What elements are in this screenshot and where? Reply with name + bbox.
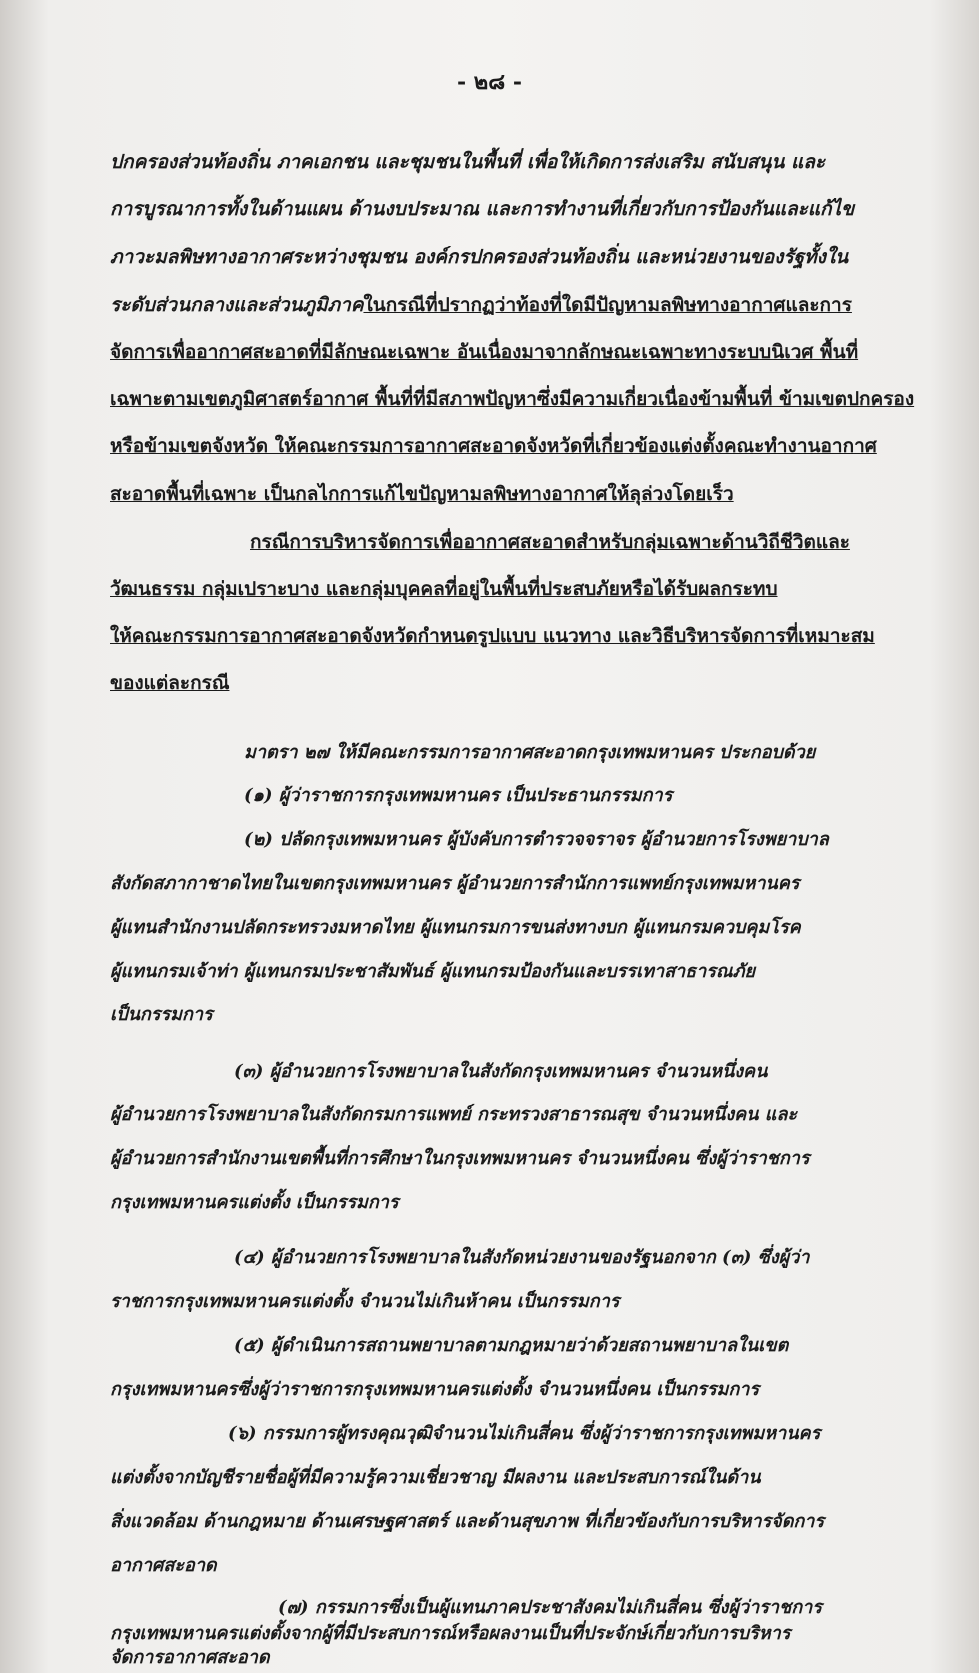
- section-item-1: (๑) ผู้ว่าราชการกรุงเทพมหานคร เป็นประธานกรรมการ: [244, 785, 673, 806]
- group-line-1: กรณีการบริหารจัดการเพื่ออากาศสะอาดสำหรับกลุ่มเฉพาะด้านวิถีชีวิตและ: [250, 531, 850, 553]
- section-item-2-line-1: (๒) ปลัดกรุงเทพมหานคร ผู้บังคับการตำรวจจราจร ผู้อำนวยการโรงพยาบาล: [244, 829, 829, 850]
- section-item-4-line-2: ราชการกรุงเทพมหานครแต่งตั้ง จำนวนไม่เกินห้าคน เป็นกรรมการ: [110, 1291, 620, 1312]
- section-item-5-line-1: (๕) ผู้ดำเนินการสถานพยาบาลตามกฎหมายว่าด้วยสถานพยาบาลในเขต: [234, 1335, 789, 1356]
- intro-line-2: การบูรณาการทั้งในด้านแผน ด้านงบประมาณ และการทำงานที่เกี่ยวกับการป้องกันและแก้ไข: [110, 198, 855, 220]
- intro-line-7: หรือข้ามเขตจังหวัด ให้คณะกรรมการอากาศสะอาดจังหวัดที่เกี่ยวข้องแต่งตั้งคณะทำงานอากาศ: [110, 435, 877, 457]
- section-item-2-line-2: สังกัดสภากาชาดไทยในเขตกรุงเทพมหานคร ผู้อำนวยการสำนักการแพทย์กรุงเทพมหานคร: [110, 873, 800, 894]
- intro-line-4-italic: ระดับส่วนกลางและส่วนภูมิภาค: [110, 294, 364, 316]
- group-line-3: ให้คณะกรรมการอากาศสะอาดจังหวัดกำหนดรูปแบบ แนวทาง และวิธีบริหารจัดการที่เหมาะสม: [110, 625, 875, 647]
- section-item-6-line-4: อากาศสะอาด: [110, 1555, 217, 1576]
- section-item-2-line-4: ผู้แทนกรมเจ้าท่า ผู้แทนกรมประชาสัมพันธ์ ผู้แทนกรมป้องกันและบรรเทาสาธารณภัย: [110, 961, 756, 982]
- intro-line-4: [110, 291, 852, 319]
- section-item-3-line-3: ผู้อำนวยการสำนักงานเขตพื้นที่การศึกษาในกรุงเทพมหานคร จำนวนหนึ่งคน ซึ่งผู้ว่าราชการ: [110, 1148, 810, 1169]
- intro-line-8: สะอาดพื้นที่เฉพาะ เป็นกลไกการแก้ไขปัญหามลพิษทางอากาศให้ลุล่วงโดยเร็ว: [110, 483, 734, 505]
- intro-line-3: ภาวะมลพิษทางอากาศระหว่างชุมชน องค์กรปกครองส่วนท้องถิ่น และหน่วยงานของรัฐทั้งใน: [110, 246, 849, 268]
- intro-line-5: จัดการเพื่ออากาศสะอาดที่มีลักษณะเฉพาะ อันเนื่องมาจากลักษณะเฉพาะทางระบบนิเวศ พื้นที่: [110, 341, 859, 363]
- group-line-2: วัฒนธรรม กลุ่มเปราะบาง และกลุ่มบุคคลที่อยู่ในพื้นที่ประสบภัยหรือได้รับผลกระทบ: [110, 578, 778, 600]
- section-item-4-line-1: (๔) ผู้อำนวยการโรงพยาบาลในสังกัดหน่วยงานของรัฐนอกจาก (๓) ซึ่งผู้ว่า: [234, 1247, 810, 1268]
- section-item-2-line-3: ผู้แทนสำนักงานปลัดกระทรวงมหาดไทย ผู้แทนกรมการขนส่งทางบก ผู้แทนกรมควบคุมโรค: [110, 917, 801, 938]
- section-item-3-line-4: กรุงเทพมหานครแต่งตั้ง เป็นกรรมการ: [110, 1192, 399, 1213]
- section-item-6-line-2: แต่งตั้งจากบัญชีรายชื่อผู้ที่มีความรู้ความเชี่ยวชาญ มีผลงาน และประสบการณ์ในด้าน: [110, 1467, 761, 1488]
- group-line-4: ของแต่ละกรณี: [110, 672, 230, 694]
- section-item-2-line-5: เป็นกรรมการ: [110, 1004, 213, 1025]
- section-item-3-line-2: ผู้อำนวยการโรงพยาบาลในสังกัดกรมการแพทย์ กระทรวงสาธารณสุข จำนวนหนึ่งคน และ: [110, 1104, 798, 1125]
- section-item-6-line-1: (๖) กรรมการผู้ทรงคุณวุฒิจำนวนไม่เกินสี่คน ซึ่งผู้ว่าราชการกรุงเทพมหานคร: [228, 1423, 821, 1444]
- section-item-5-line-2: กรุงเทพมหานครซึ่งผู้ว่าราชการกรุงเทพมหานครแต่งตั้ง จำนวนหนึ่งคน เป็นกรรมการ: [110, 1379, 760, 1400]
- intro-line-4-underlined: ในกรณีที่ปรากฏว่าท้องที่ใดมีปัญหามลพิษทางอากาศและการ: [363, 294, 852, 316]
- section-item-6-line-3: สิ่งแวดล้อม ด้านกฎหมาย ด้านเศรษฐศาสตร์ และด้านสุขภาพ ที่เกี่ยวข้องกับการบริหารจัดการ: [110, 1511, 825, 1532]
- page-number: - ๒๘ -: [456, 69, 523, 95]
- intro-line-6: เฉพาะตามเขตภูมิศาสตร์อากาศ พื้นที่ที่มีสภาพปัญหาซึ่งมีความเกี่ยวเนื่องข้ามพื้นที่ ข้ามเขตปกครอง: [110, 388, 915, 410]
- section-item-3-line-1: (๓) ผู้อำนวยการโรงพยาบาลในสังกัดกรุงเทพมหานคร จำนวนหนึ่งคน: [234, 1061, 768, 1082]
- section-item-7-line-3: จัดการอากาศสะอาด: [110, 1647, 270, 1668]
- section-heading: มาตรา ๒๗ ให้มีคณะกรรมการอากาศสะอาดกรุงเทพมหานคร ประกอบด้วย: [244, 742, 816, 763]
- section-item-7-line-2: กรุงเทพมหานครแต่งตั้งจากผู้ที่มีประสบการณ์หรือผลงานเป็นที่ประจักษ์เกี่ยวกับการบริหาร: [110, 1623, 791, 1644]
- intro-line-1: ปกครองส่วนท้องถิ่น ภาคเอกชน และชุมชนในพื้นที่ เพื่อให้เกิดการส่งเสริม สนับสนุน และ: [110, 151, 826, 173]
- section-item-7-line-1: (๗) กรรมการซึ่งเป็นผู้แทนภาคประชาสังคมไม่เกินสี่คน ซึ่งผู้ว่าราชการ: [278, 1597, 822, 1618]
